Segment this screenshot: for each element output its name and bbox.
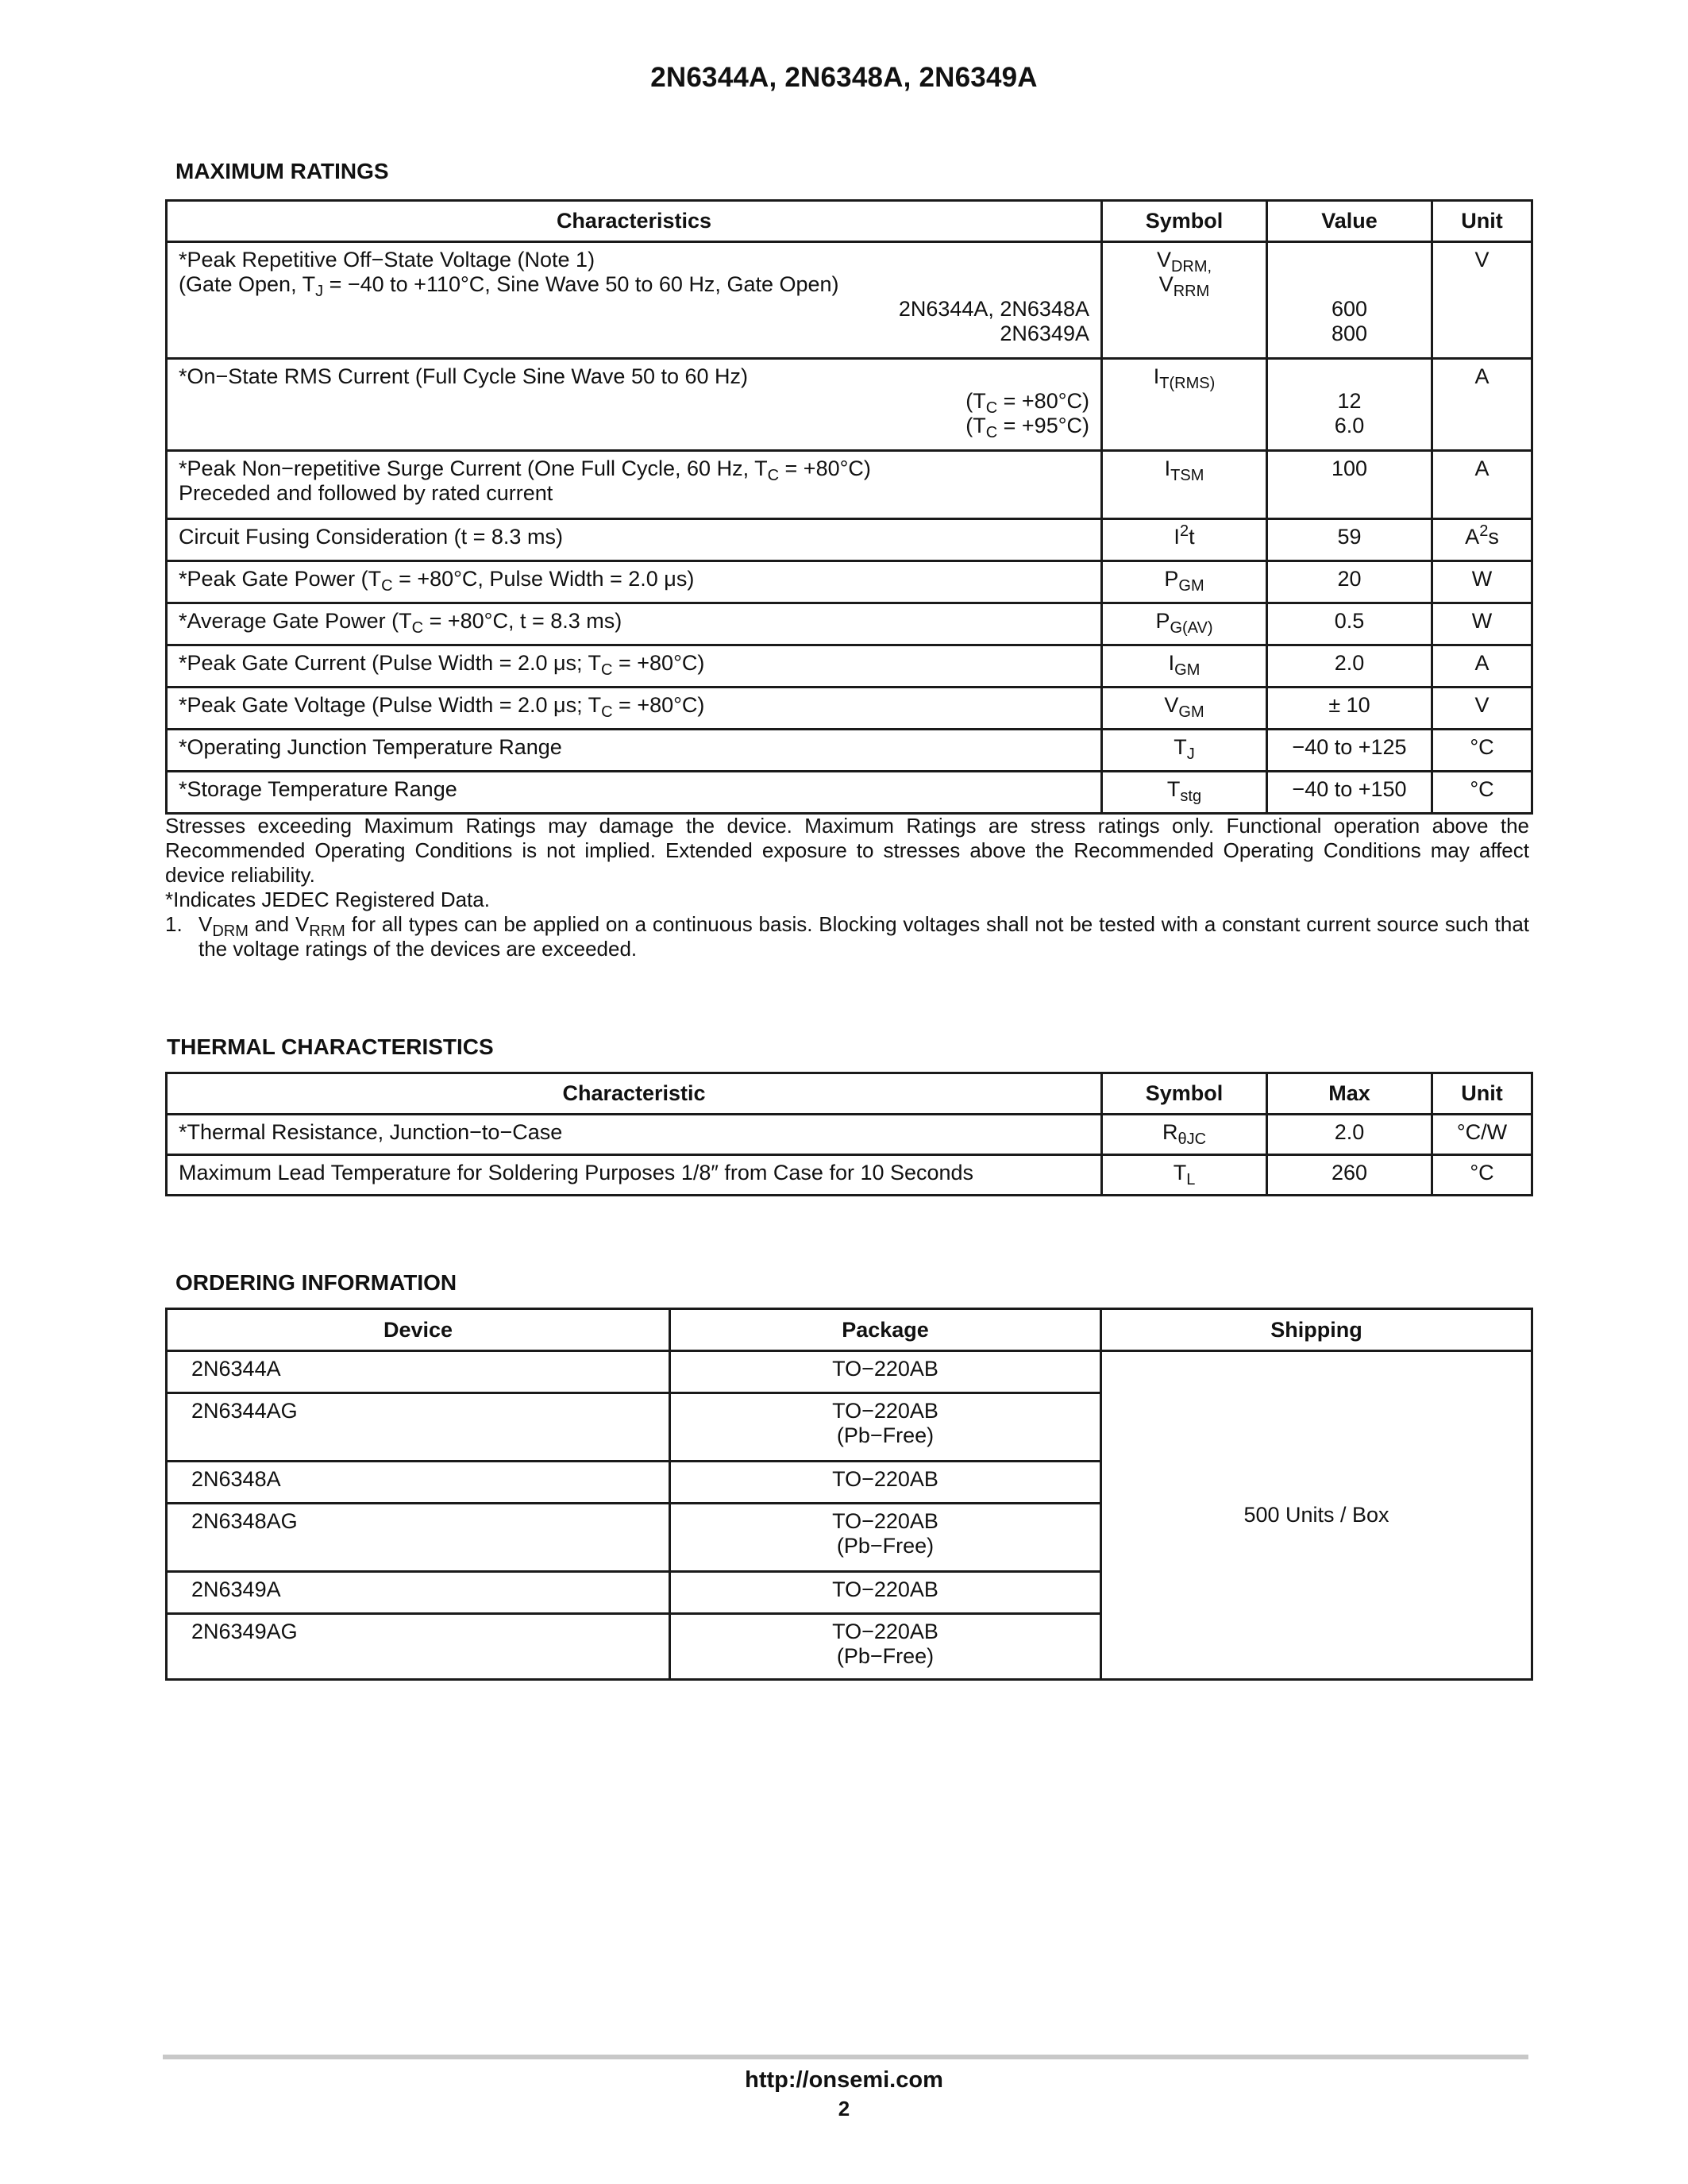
note-1	[165, 912, 1529, 961]
table-row	[167, 359, 1532, 451]
package-cell: TO−220AB (Pb−Free)	[670, 1614, 1101, 1680]
characteristic-cell: *Peak Gate Current (Pulse Width = 2.0 μs; $T_C = +80^\circ C$)	[167, 645, 1102, 688]
characteristic-cell: *Average Gate Power ($T_C = +80^\circ C$, t = 8.3 ms)	[167, 603, 1102, 645]
unit-cell: W	[1432, 561, 1532, 603]
value-cell: 0.5	[1267, 603, 1432, 645]
value-cell: 59	[1267, 519, 1432, 561]
unit-cell: W	[1432, 603, 1532, 645]
symbol-cell: $V_{DRM,}$ $V_{RRM}$	[1102, 242, 1267, 359]
package-cell: TO−220AB	[670, 1572, 1101, 1614]
package-cell: TO−220AB	[670, 1462, 1101, 1504]
unit-cell: A	[1432, 645, 1532, 688]
characteristic-cell: *Storage Temperature Range	[167, 772, 1102, 814]
device-cell: 2N6348AG	[167, 1504, 670, 1572]
package-cell: TO−220AB (Pb−Free)	[670, 1504, 1101, 1572]
table-row	[167, 730, 1532, 772]
characteristic-cell: *Peak Gate Power ($T_C = +80^\circ C$, Pulse Width = 2.0 μs)	[167, 561, 1102, 603]
header-symbol: Symbol	[1102, 1073, 1267, 1115]
value-cell: 2.0	[1267, 645, 1432, 688]
package-cell: TO−220AB	[670, 1351, 1101, 1393]
value-text: 12	[1337, 389, 1362, 413]
value-text: 800	[1331, 322, 1368, 345]
table-row	[167, 688, 1532, 730]
symbol-cell: $P_{GM}$	[1102, 561, 1267, 603]
table-header-row	[167, 1309, 1532, 1351]
header-unit: Unit	[1432, 1073, 1532, 1115]
ordering-title: ORDERING INFORMATION	[175, 1270, 457, 1295]
characteristic-cell: Circuit Fusing Consideration (t = 8.3 ms)	[167, 519, 1102, 561]
header-unit: Unit	[1432, 201, 1532, 242]
value-cell: −40 to +125	[1267, 730, 1432, 772]
package-cell: TO−220AB (Pb−Free)	[670, 1393, 1101, 1462]
footer-divider	[163, 2055, 1528, 2059]
characteristic-cell	[167, 359, 1102, 451]
unit-cell: °C	[1432, 772, 1532, 814]
characteristic-cell: Maximum Lead Temperature for Soldering Purposes 1/8″ from Case for 10 Seconds	[167, 1155, 1102, 1196]
table-row	[167, 645, 1532, 688]
header-characteristics: Characteristics	[167, 201, 1102, 242]
value-cell: 100	[1267, 451, 1432, 519]
value-cell	[1267, 359, 1432, 451]
characteristic-text: *On−State RMS Current (Full Cycle Sine Wave 50 to 60 Hz)	[179, 364, 749, 388]
symbol-cell: $I_{GM}$	[1102, 645, 1267, 688]
characteristic-cell: *Peak Gate Voltage (Pulse Width = 2.0 μs; $T_C = +80^\circ C$)	[167, 688, 1102, 730]
symbol-cell: $R_{\theta JC}$	[1102, 1115, 1267, 1155]
device-cell: 2N6348A	[167, 1462, 670, 1504]
value-cell: 260	[1267, 1155, 1432, 1196]
footer-link[interactable]: http://onsemi.com	[745, 2067, 943, 2093]
table-row	[167, 1351, 1532, 1393]
note-1-text: $V_{DRM}$ and $V_{RRM}$ for all types can be applied on a continuous basis. Blocking voltages shall not be tested with a constant current source such that the voltage ratings of the devices are exceeded.	[198, 912, 1530, 961]
characteristic-text: *Peak Non−repetitive Surge Current (One Full Cycle, 60 Hz, $T_C = +80^\circ C$)	[179, 456, 871, 484]
device-cell: 2N6349A	[167, 1572, 670, 1614]
table-row	[167, 772, 1532, 814]
value-cell: −40 to +150	[1267, 772, 1432, 814]
characteristic-text: *Peak Repetitive Off−State Voltage (Note 1)	[179, 248, 595, 272]
characteristic-cell	[167, 451, 1102, 519]
characteristic-cell: *Operating Junction Temperature Range	[167, 730, 1102, 772]
device-list: 2N6344A, 2N6348A	[898, 297, 1089, 321]
unit-cell: °C	[1432, 730, 1532, 772]
symbol-cell: $V_{GM}$	[1102, 688, 1267, 730]
symbol-cell: $T_J$	[1102, 730, 1267, 772]
condition-text: $(T_C = +80^\circ C)$	[965, 389, 1089, 417]
table-header-row	[167, 201, 1532, 242]
unit-cell: A	[1432, 359, 1532, 451]
max-ratings-title: MAXIMUM RATINGS	[175, 159, 389, 183]
characteristic-text: (Gate Open, $T_J = -40$ to +110°C, Sine Wave 50 to 60 Hz, Gate Open)	[179, 272, 839, 300]
table-row	[167, 1155, 1532, 1196]
max-ratings-table	[165, 199, 1533, 815]
header-max: Max	[1267, 1073, 1432, 1115]
table-row	[167, 1115, 1532, 1155]
unit-cell: A	[1432, 451, 1532, 519]
ordering-table	[165, 1308, 1533, 1681]
unit-cell: V	[1432, 242, 1532, 359]
unit-cell: $A^2s$	[1432, 519, 1532, 561]
page-number: 2	[838, 2097, 850, 2120]
unit-cell: °C	[1432, 1155, 1532, 1196]
header-characteristic: Characteristic	[167, 1073, 1102, 1115]
value-text: 6.0	[1334, 414, 1365, 437]
device-list: 2N6349A	[1000, 322, 1089, 345]
header-shipping: Shipping	[1101, 1309, 1532, 1351]
symbol-cell: $T_{stg}$	[1102, 772, 1267, 814]
symbol-cell: $I_{T(RMS)}$	[1102, 359, 1267, 451]
value-cell: 20	[1267, 561, 1432, 603]
stress-note: Stresses exceeding Maximum Ratings may damage the device. Maximum Ratings are stress ratings only. Functional operation above the Recommended Operating Conditions is not implied. Extended exposure to stresses above the Recommended Operating Conditions may affect device reliability.	[165, 814, 1529, 887]
page-title: 2N6344A, 2N6348A, 2N6349A	[650, 62, 1038, 93]
value-text: 600	[1331, 297, 1368, 321]
header-package: Package	[670, 1309, 1101, 1351]
symbol-cell: $I^2t$	[1102, 519, 1267, 561]
header-symbol: Symbol	[1102, 201, 1267, 242]
header-value: Value	[1267, 201, 1432, 242]
value-cell: ± 10	[1267, 688, 1432, 730]
value-cell: 2.0	[1267, 1115, 1432, 1155]
symbol-cell: $I_{TSM}$	[1102, 451, 1267, 519]
unit-cell: V	[1432, 688, 1532, 730]
thermal-title: THERMAL CHARACTERISTICS	[167, 1034, 494, 1059]
table-header-row	[167, 1073, 1532, 1115]
symbol-cell: $P_{G(AV)}$	[1102, 603, 1267, 645]
unit-cell: °C/W	[1432, 1115, 1532, 1155]
header-device: Device	[167, 1309, 670, 1351]
table-row	[167, 603, 1532, 645]
device-cell: 2N6349AG	[167, 1614, 670, 1680]
characteristic-cell: *Thermal Resistance, Junction−to−Case	[167, 1115, 1102, 1155]
jedec-note: *Indicates JEDEC Registered Data.	[165, 888, 490, 911]
note-number: 1.	[165, 912, 183, 936]
thermal-table	[165, 1072, 1533, 1196]
table-row	[167, 451, 1532, 519]
device-cell: 2N6344A	[167, 1351, 670, 1393]
ratings-notes	[165, 814, 1529, 961]
value-cell	[1267, 242, 1432, 359]
table-row	[167, 242, 1532, 359]
table-row	[167, 519, 1532, 561]
device-cell: 2N6344AG	[167, 1393, 670, 1462]
characteristic-cell	[167, 242, 1102, 359]
table-row	[167, 561, 1532, 603]
characteristic-text: Preceded and followed by rated current	[179, 481, 553, 505]
condition-text: $(T_C = +95^\circ C)$	[965, 414, 1089, 441]
symbol-cell: $T_L$	[1102, 1155, 1267, 1196]
shipping-cell: 500 Units / Box	[1101, 1351, 1532, 1680]
